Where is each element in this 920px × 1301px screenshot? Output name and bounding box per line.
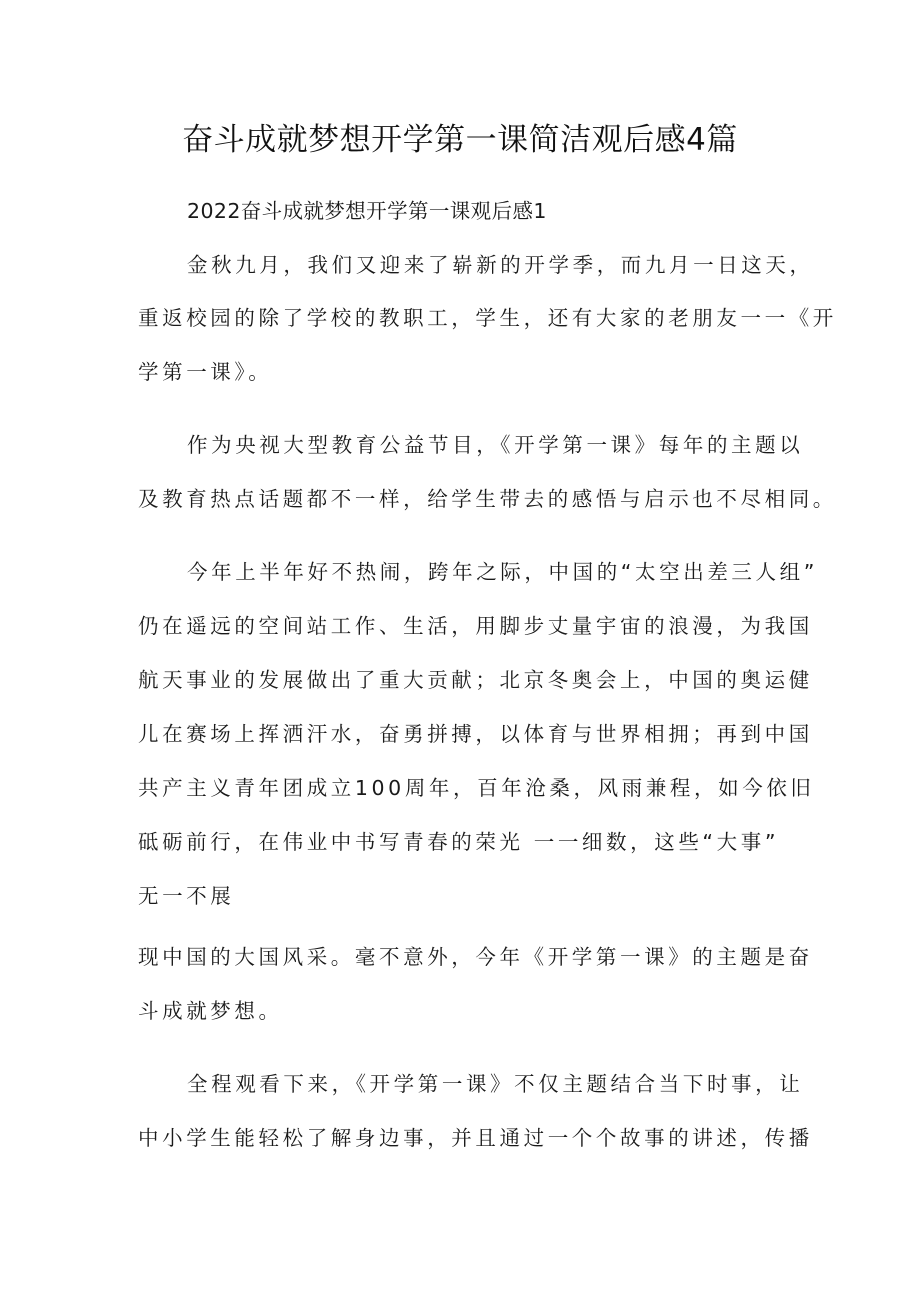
paragraph-line: 作为央视大型教育公益节目，《开学第一课》每年的主题以 (187, 433, 804, 457)
document-title: 奋斗成就梦想开学第一课简洁观后感4篇 (182, 122, 738, 158)
paragraph-line: 无一不展 (138, 884, 235, 908)
paragraph-line: 仍在遥远的空间站工作、生活，用脚步丈量宇宙的浪漫，为我国 (138, 614, 813, 638)
paragraph-line: 斗成就梦想。 (138, 999, 283, 1023)
paragraph-line: 中小学生能轻松了解身边事，并且通过一个个故事的讲述，传播 (138, 1126, 813, 1150)
paragraph-line: 砥砺前行，在伟业中书写青春的荣光 一一细数，这些“大事” (138, 830, 780, 854)
paragraph-line: 及教育热点话题都不一样，给学生带去的感悟与启示也不尽相同。 (138, 487, 837, 511)
paragraph-line: 儿在赛场上挥洒汗水，奋勇拼搏，以体育与世界相拥；再到中国 (138, 722, 813, 746)
paragraph-line: 重返校园的除了学校的教职工，学生，还有大家的老朋友一一《开 (138, 306, 837, 330)
paragraph-line: 现中国的大国风采。毫不意外，今年《开学第一课》的主题是奋 (138, 945, 813, 969)
paragraph-line: 今年上半年好不热闹，跨年之际，中国的“太空出差三人组” (187, 560, 818, 584)
paragraph-line: 共产主义青年团成立100周年，百年沧桑，风雨兼程，如今依旧 (138, 776, 815, 800)
paragraph-line: 金秋九月，我们又迎来了崭新的开学季，而九月一日这天， (187, 253, 814, 277)
paragraph-line: 航天事业的发展做出了重大贡献；北京冬奥会上，中国的奥运健 (138, 668, 813, 692)
section-subheading: 2022奋斗成就梦想开学第一课观后感1 (187, 199, 547, 223)
paragraph-line: 学第一课》。 (138, 360, 273, 384)
paragraph-line: 全程观看下来，《开学第一课》不仅主题结合当下时事，让 (187, 1072, 804, 1096)
